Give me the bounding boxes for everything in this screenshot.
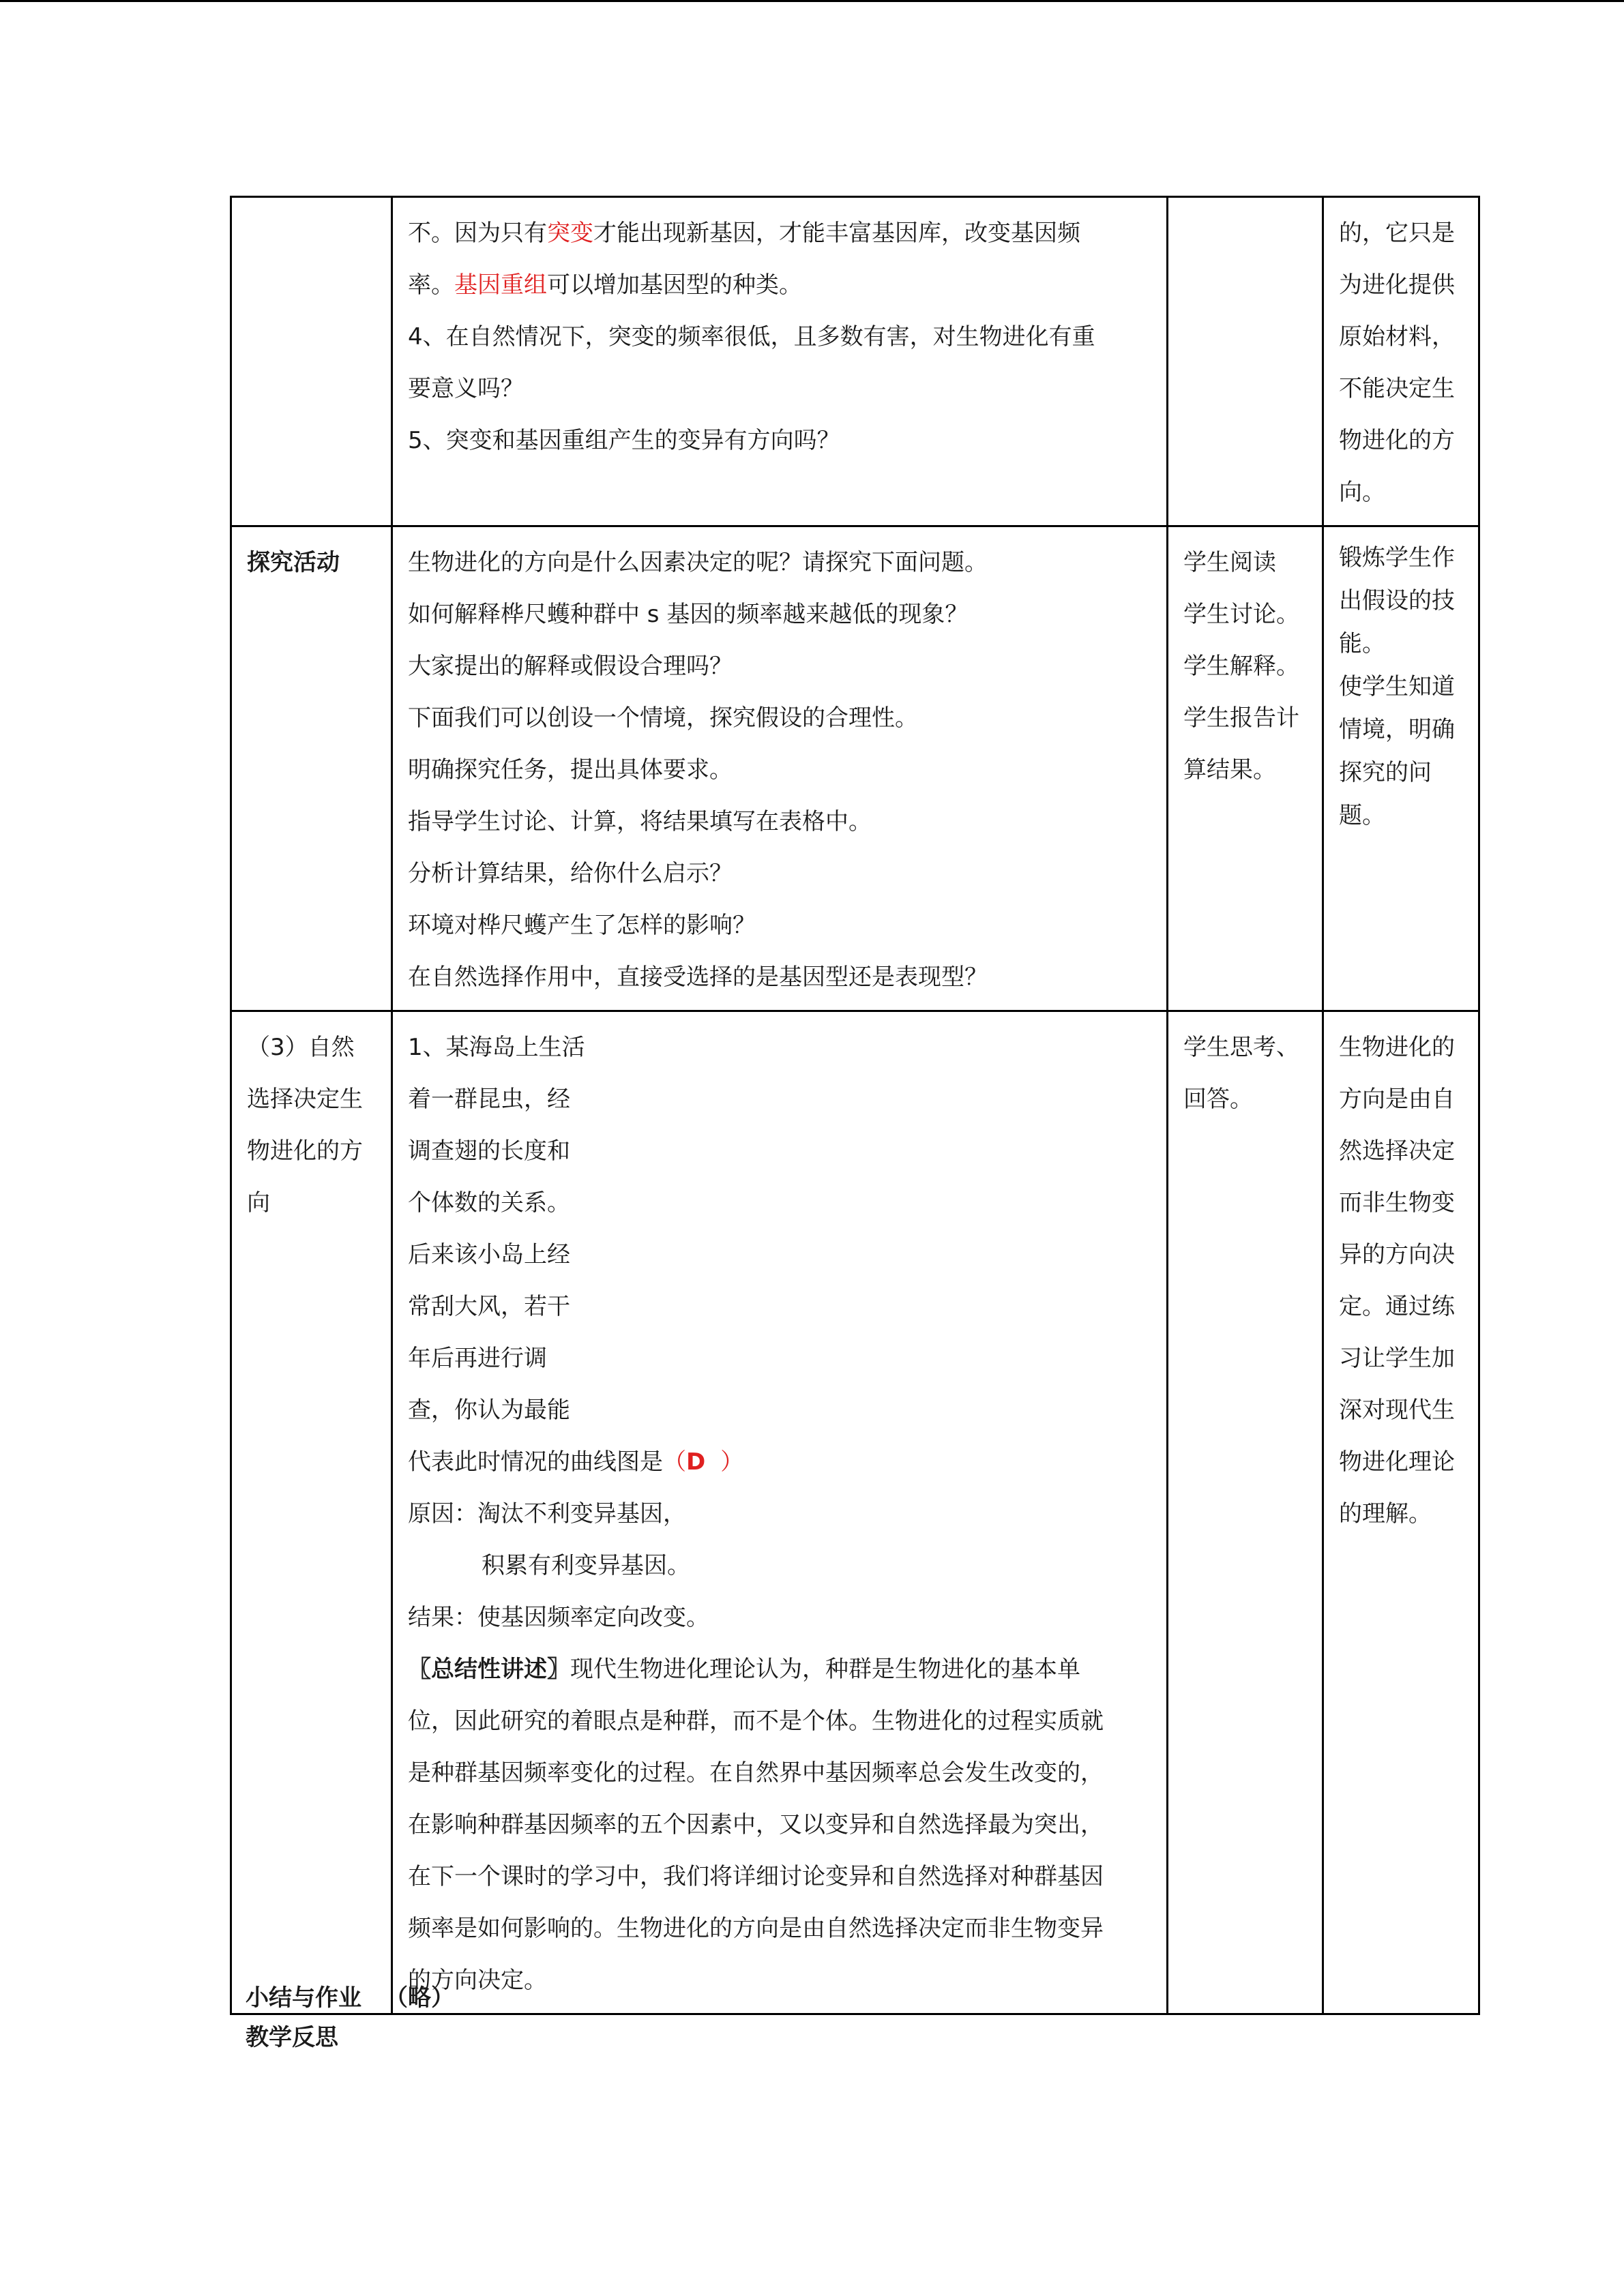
purpose-cell [1323,1011,1479,2014]
summary-homework-row [246,1978,454,2018]
purpose-line: 能。 [1339,630,1385,657]
summary-homework-value: （略） [385,1984,454,2012]
content-line: 个体数的关系。 [408,1189,570,1217]
purpose-line: 而非生物变 [1339,1189,1455,1217]
student-line: 学生报告计 [1183,704,1299,732]
content-cell [392,526,1168,1011]
section-cell [231,526,392,1011]
student-line: 学生思考、 [1183,1034,1299,1061]
purpose-line: 定。通过练 [1339,1293,1455,1320]
answer-letter: D [686,1448,706,1476]
content-line: 要意义吗？ [408,375,524,402]
content-line: 如何解释桦尺蠖种群中 s 基因的频率越来越低的现象？ [408,601,969,628]
content-line: 下面我们可以创设一个情境，探究假设的合理性。 [408,704,918,732]
purpose-cell [1323,526,1479,1011]
content-line: 后来该小岛上经 [408,1241,570,1268]
student-cell [1168,1011,1323,2014]
content-line: 查，你认为最能 [408,1397,570,1424]
reason-line: 原因：淘汰不利变异基因， [408,1500,686,1527]
teaching-reflection-row [246,2017,338,2058]
student-line: 学生阅读 [1183,549,1276,576]
purpose-line: 不能决定生 [1339,375,1455,402]
reason-line: 积累有利变异基因。 [482,1552,690,1579]
purpose-line: 异的方向决 [1339,1241,1455,1268]
content-line: 环境对桦尺蠖产生了怎样的影响？ [408,912,756,939]
purpose-line: 然选择决定 [1339,1137,1455,1165]
summary-homework-label: 小结与作业 [246,1984,361,2012]
student-line: 回答。 [1183,1086,1253,1113]
summary-title: 〖总结性讲述〗 [408,1656,570,1683]
purpose-cell [1323,197,1479,526]
purpose-line: 习让学生加 [1339,1345,1455,1372]
student-line: 学生讨论。 [1183,601,1299,628]
content-line: 4、在自然情况下，突变的频率很低，且多数有害，对生物进化有重 [408,323,1095,351]
section-line: 向 [247,1189,270,1217]
content-line: 生物进化的方向是什么因素决定的呢？请探究下面问题。 [408,549,988,576]
content-line: 调查翅的长度和 [408,1137,570,1165]
purpose-line: 题。 [1339,802,1385,829]
content-line: 大家提出的解释或假设合理吗？ [408,653,733,680]
table-row [231,197,1479,526]
purpose-line: 深对现代生 [1339,1397,1455,1424]
answer-line: 代表此时情况的曲线图是（D ） [408,1448,744,1476]
purpose-line: 向。 [1339,479,1385,506]
summary-line: 〖总结性讲述〗现代生物进化理论认为，种群是生物进化的基本单 [408,1656,1080,1683]
content-cell [392,197,1168,526]
section-title: 探究活动 [247,549,340,576]
teaching-reflection-label: 教学反思 [246,2024,338,2051]
summary-line: 是种群基因频率变化的过程。在自然界中基因频率总会发生改变的， [408,1759,1104,1787]
purpose-line: 锻炼学生作 [1339,544,1455,571]
summary-line: 的方向决定。 [408,1967,547,1994]
summary-line: 位，因此研究的着眼点是种群，而不是个体。生物进化的过程实质就 [408,1708,1104,1735]
purpose-line: 出假设的技 [1339,587,1455,614]
lesson-plan-table [230,196,1480,2015]
section-line: （3）自然 [247,1034,355,1061]
content-line: 指导学生讨论、计算，将结果填写在表格中。 [408,808,872,835]
student-cell-empty [1168,197,1323,526]
section-cell [231,1011,392,2014]
section-line: 选择决定生 [247,1086,363,1113]
purpose-line: 情境，明确 [1339,716,1455,743]
page-top-border [0,0,1624,2]
summary-line: 在影响种群基因频率的五个因素中，又以变异和自然选择最为突出， [408,1811,1104,1838]
section-cell-empty [231,197,392,526]
purpose-line: 物进化的方 [1339,427,1455,454]
purpose-line: 方向是由自 [1339,1086,1455,1113]
content-line: 不。因为只有突变才能出现新基因，才能丰富基因库，改变基因频 [408,220,1080,247]
content-cell [392,1011,1168,2014]
section-line: 物进化的方 [247,1137,363,1165]
content-line: 率。基因重组可以增加基因型的种类。 [408,271,802,299]
student-cell [1168,526,1323,1011]
purpose-line: 探究的问 [1339,759,1432,786]
summary-line: 频率是如何影响的。生物进化的方向是由自然选择决定而非生物变异 [408,1915,1104,1942]
student-line: 算结果。 [1183,756,1276,784]
purpose-line: 为进化提供 [1339,271,1455,299]
table-row [231,1011,1479,2014]
table-row [231,526,1479,1011]
purpose-line: 的理解。 [1339,1500,1432,1527]
purpose-line: 生物进化的 [1339,1034,1455,1061]
content-line: 分析计算结果，给你什么启示？ [408,860,733,887]
purpose-line: 使学生知道 [1339,673,1455,700]
purpose-line: 的，它只是 [1339,220,1455,247]
student-line: 学生解释。 [1183,653,1299,680]
content-line: 明确探究任务，提出具体要求。 [408,756,733,784]
content-line: 在自然选择作用中，直接受选择的是基因型还是表现型？ [408,964,988,991]
purpose-line: 原始材料， [1339,323,1455,351]
summary-line: 在下一个课时的学习中，我们将详细讨论变异和自然选择对种群基因 [408,1863,1104,1890]
content-line: 1、某海岛上生活 [408,1034,585,1061]
content-line: 年后再进行调 [408,1345,547,1372]
content-line: 常刮大风，若干 [408,1293,570,1320]
purpose-line: 物进化理论 [1339,1448,1455,1476]
content-line: 5、突变和基因重组产生的变异有方向吗？ [408,427,840,454]
result-line: 结果：使基因频率定向改变。 [408,1604,709,1631]
content-line: 着一群昆虫，经 [408,1086,570,1113]
